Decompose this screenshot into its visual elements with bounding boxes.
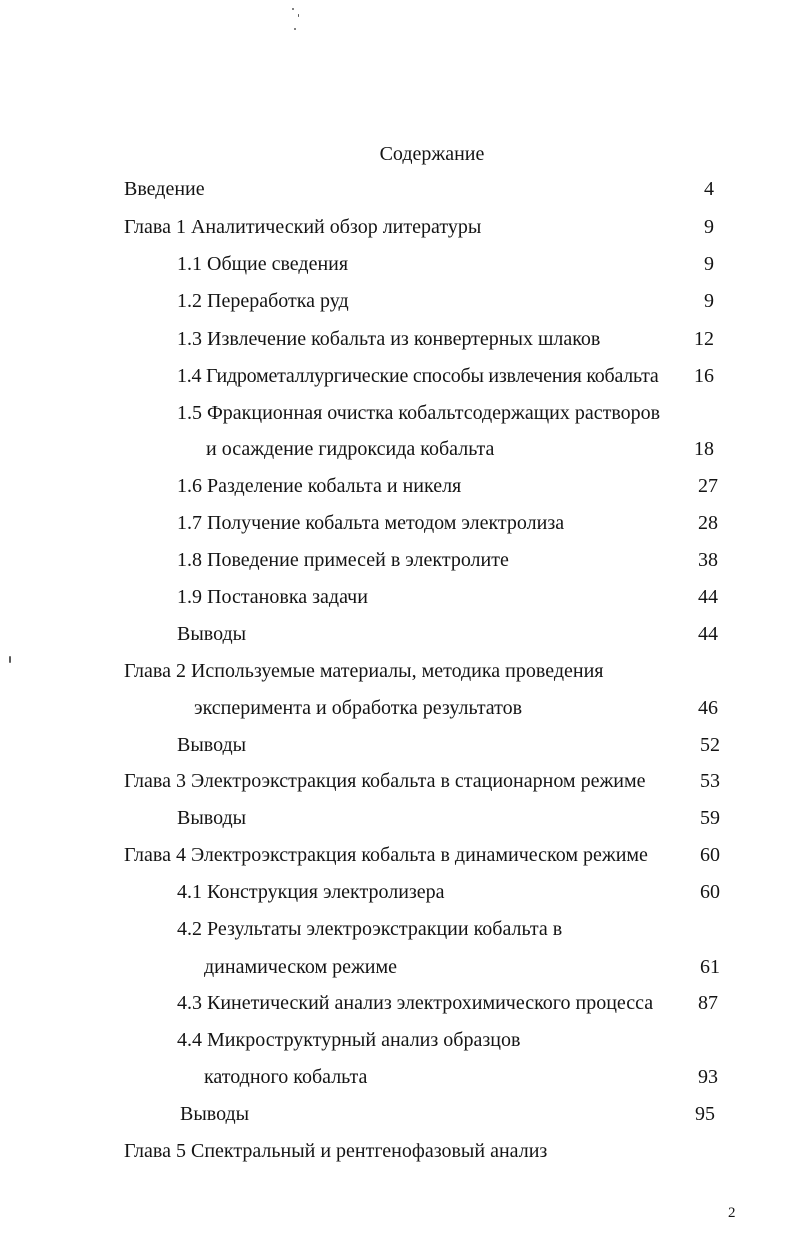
scan-speck [292,8,294,10]
page-number: 2 [728,1205,736,1221]
toc-entry [0,547,792,573]
toc-entry [0,768,792,794]
toc-entry [0,842,792,868]
toc-entry [0,473,792,499]
toc-entry-page: 9 [704,253,714,275]
toc-entry [0,584,792,610]
toc-entry [0,916,792,942]
toc-entry-page: 4 [704,178,714,200]
toc-entry-page: 87 [698,992,718,1014]
toc-entry [0,288,792,314]
toc-entry [0,621,792,647]
toc-entry-page: 46 [698,697,718,719]
toc-entry-title: 1.1 Общие сведения [177,253,349,275]
toc-entry [0,732,792,758]
toc-entry-title: 1.9 Постановка задачи [177,586,368,608]
toc-entry [0,1064,792,1090]
toc-entry-title: Глава 4 Электроэкстракция кобальта в динамическом режиме [124,844,648,866]
toc-entry-title: Выводы [177,807,247,829]
toc-entry [0,363,792,389]
toc-entry-page: 18 [694,438,714,460]
toc-entry [0,658,792,684]
toc-entry-title: Глава 1 Аналитический обзор литературы [124,216,482,238]
toc-entry-title: Глава 5 Спектральный и рентгенофазовый анализ [124,1140,548,1162]
toc-entry-title: 1.3 Извлечение кобальта из конвертерных шлаков [177,328,601,350]
toc-entry-title: Глава 3 Электроэкстракция кобальта в стационарном режиме [124,770,646,792]
toc-entry-page: 28 [698,512,718,534]
toc-entry-title: 4.1 Конструкция электролизера [177,881,445,903]
toc-entry-page: 59 [700,807,720,829]
toc-entry-title: и осаждение гидроксида кобальта [206,438,495,460]
toc-entry-page: 9 [704,290,714,312]
toc-entry-page: 38 [698,549,718,571]
toc-entry-page: 93 [698,1066,718,1088]
document-title: Содержание [379,143,485,165]
toc-entry-page: 60 [700,881,720,903]
toc-entry-page: 16 [694,365,714,387]
toc-entry [0,805,792,831]
toc-entry-title: 1.6 Разделение кобальта и никеля [177,475,462,497]
toc-entry [0,214,792,240]
toc-entry [0,251,792,277]
toc-entry-title: 4.3 Кинетический анализ электрохимического процесса [177,992,654,1014]
toc-entry-page: 95 [695,1103,715,1125]
toc-entry-page: 27 [698,475,718,497]
toc-entry [0,436,792,462]
toc-entry-title: 1.8 Поведение примесей в электролите [177,549,509,571]
toc-entry-title: 1.5 Фракционная очистка кобальтсодержащих растворов [177,402,661,424]
toc-entry-title: 4.2 Результаты электроэкстракции кобальта в [177,918,563,940]
scan-speck [294,28,296,30]
toc-entry-page: 61 [700,956,720,978]
toc-entry-title: 1.2 Переработка руд [177,290,349,312]
toc-entry-title: Выводы [180,1103,250,1125]
toc-entry [0,954,792,980]
toc-entry-page: 52 [700,734,720,756]
toc-entry-title: 1.7 Получение кобальта методом электролиза [177,512,565,534]
toc-entry-page: 44 [698,586,718,608]
toc-entry-page: 60 [700,844,720,866]
toc-entry [0,879,792,905]
toc-entry-title: катодного кобальта [204,1066,368,1088]
toc-entry-title: Выводы [177,734,247,756]
toc-entry [0,326,792,352]
scan-speck [298,14,299,17]
toc-entry-title: 4.4 Микроструктурный анализ образцов [177,1029,521,1051]
toc-entry-title: 1.4 Гидрометаллургические способы извлечения кобальта [177,365,659,387]
toc-entry [0,695,792,721]
toc-entry-page: 12 [694,328,714,350]
toc-entry-title: Введение [124,178,205,200]
toc-entry [0,1138,792,1164]
toc-entry-page: 44 [698,623,718,645]
toc-entry [0,1027,792,1053]
toc-entry [0,400,792,426]
toc-entry-title: Глава 2 Используемые материалы, методика проведения [124,660,604,682]
toc-entry-title: эксперимента и обработка результатов [194,697,523,719]
toc-entry [0,990,792,1016]
toc-entry-title: динамическом режиме [204,956,398,978]
toc-entry [0,1101,792,1127]
toc-entry-page: 9 [704,216,714,238]
toc-entry-page: 53 [700,770,720,792]
toc-entry [0,510,792,536]
toc-entry-title: Выводы [177,623,247,645]
toc-entry [0,176,792,202]
